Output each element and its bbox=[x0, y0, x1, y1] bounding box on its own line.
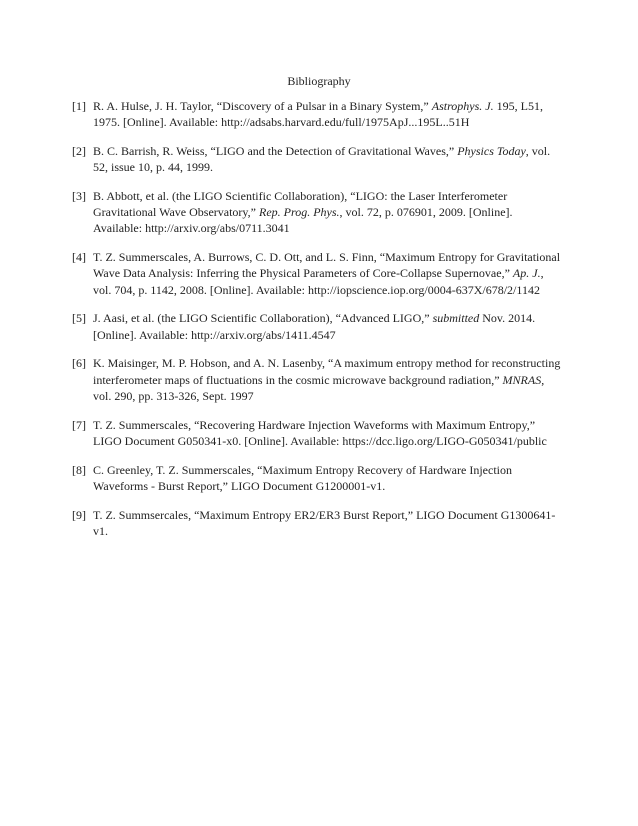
reference-segment: B. Abbott, et al. (the LIGO Scientific Collaboration), “LIGO: the Laser Interferometer Gravitational Wave Observatory,” bbox=[93, 189, 508, 220]
reference-number: [4] bbox=[72, 250, 86, 265]
reference-text bbox=[93, 355, 562, 404]
reference-text bbox=[93, 507, 562, 539]
reference-item bbox=[72, 462, 562, 494]
reference-text bbox=[93, 143, 562, 175]
reference-text bbox=[93, 310, 562, 342]
reference-segment: C. Greenley, T. Z. Summerscales, “Maximum Entropy Recovery of Hardware Injection Waveforms - Burst Report,” LIGO Document G1200001-v1. bbox=[93, 462, 512, 493]
reference-number: [8] bbox=[72, 462, 86, 477]
reference-journal: Ap. J. bbox=[512, 266, 541, 281]
reference-journal: Physics Today bbox=[457, 144, 526, 158]
reference-segment: T. Z. Summerscales, “Recovering Hardware Injection Waveforms with Maximum Entropy,” LIGO Document G050341-x0. [Online]. Available: https://dcc.ligo.org/LIGO-G050341/public bbox=[93, 417, 547, 448]
reference-segment: K. Maisinger, M. P. Hobson, and A. N. Lasenby, “A maximum entropy method for reconstructing interferometer maps of fluctuations in the cosmic microwave background radiation,” bbox=[93, 356, 561, 387]
reference-segment: B. C. Barrish, R. Weiss, “LIGO and the Detection of Gravitational Waves,” bbox=[93, 144, 458, 158]
reference-segment: T. Z. Summsercales, “Maximum Entropy ER2/ER3 Burst Report,” LIGO Document G1300641-v1. bbox=[93, 507, 556, 538]
reference-segment: , vol. 290, pp. 313-326, Sept. 1997 bbox=[93, 372, 545, 403]
reference-segment: T. Z. Summerscales, A. Burrows, C. D. Ott, and L. S. Finn, “Maximum Entropy for Gravitational Wave Data Analysis: Inferring the Physical Parameters of Core-Collapse Supernovae,” bbox=[93, 250, 561, 281]
reference-number: [2] bbox=[72, 144, 86, 158]
reference-segment: , vol. 72, p. 076901, 2009. [Online]. Available: http://arxiv.org/abs/0711.3041 bbox=[93, 205, 513, 236]
reference-journal: submitted bbox=[432, 311, 480, 326]
reference-number: [9] bbox=[72, 507, 86, 522]
bibliography-heading: Bibliography bbox=[287, 74, 351, 88]
reference-segment: R. A. Hulse, J. H. Taylor, “Discovery of a Pulsar in a Binary System,” bbox=[93, 99, 432, 113]
reference-item bbox=[72, 310, 562, 342]
reference-segment: Nov. 2014. [Online]. Available: http://arxiv.org/abs/1411.4547 bbox=[93, 311, 536, 342]
reference-segment: , vol. 52, issue 10, p. 44, 1999. bbox=[93, 144, 551, 175]
reference-segment: , vol. 704, p. 1142, 2008. [Online]. Available: http://iopscience.iop.org/0004-637X/678/2/1142 bbox=[93, 266, 544, 297]
reference-number: [6] bbox=[72, 356, 86, 371]
reference-number: [3] bbox=[72, 189, 86, 203]
reference-item bbox=[72, 417, 562, 449]
reference-text bbox=[93, 417, 562, 449]
reference-number: [7] bbox=[72, 417, 86, 432]
reference-text bbox=[93, 98, 562, 130]
reference-journal: Rep. Prog. Phys. bbox=[258, 205, 340, 220]
reference-segment: 195, L51, 1975. [Online]. Available: http://adsabs.harvard.edu/full/1975ApJ...195L..51H bbox=[93, 99, 543, 130]
reference-item bbox=[72, 143, 562, 175]
reference-item bbox=[72, 188, 562, 237]
reference-segment: J. Aasi, et al. (the LIGO Scientific Collaboration), “Advanced LIGO,” bbox=[93, 311, 433, 326]
reference-item bbox=[72, 355, 562, 404]
reference-number: [1] bbox=[72, 99, 86, 113]
reference-journal: MNRAS bbox=[502, 372, 542, 387]
reference-text bbox=[93, 249, 562, 298]
reference-item bbox=[72, 507, 562, 539]
reference-text bbox=[93, 462, 562, 494]
reference-item bbox=[72, 98, 562, 130]
reference-text bbox=[93, 188, 562, 237]
reference-number: [5] bbox=[72, 311, 86, 326]
reference-list bbox=[72, 98, 562, 552]
reference-journal: Astrophys. J. bbox=[431, 99, 494, 113]
reference-item bbox=[72, 249, 562, 298]
